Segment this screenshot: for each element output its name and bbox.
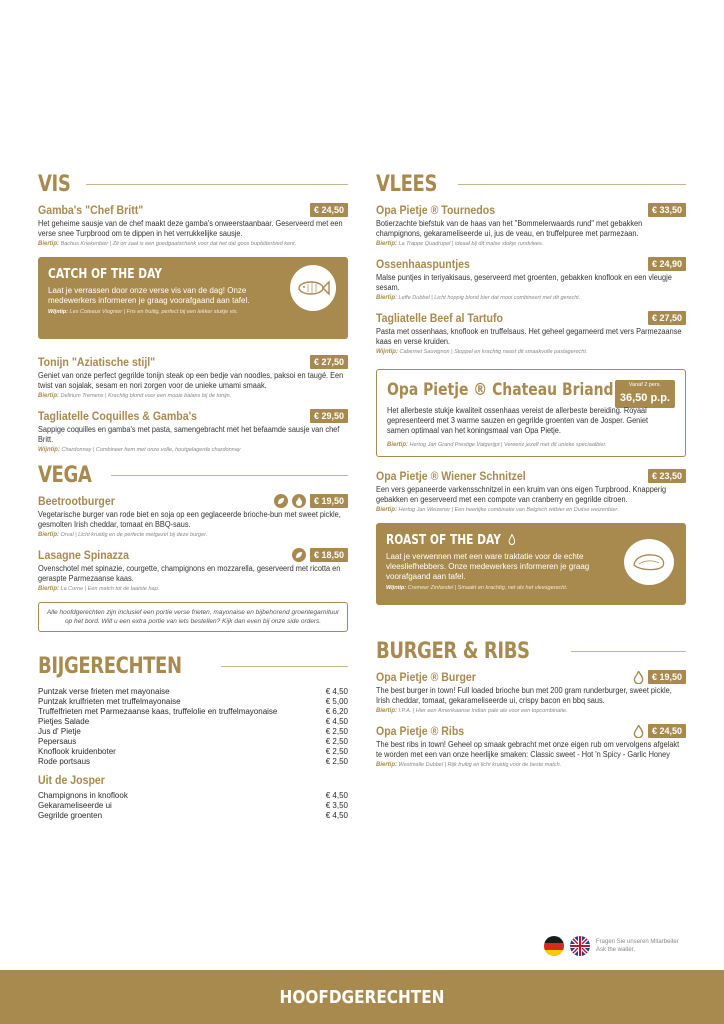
- pairing-tip: Biertip: Hertog Jan Grand Prestige Vatgerijpt | Vereenz jezelf met dit unieke speciaalbier.: [387, 442, 607, 448]
- section-title-vlees: VLEES: [376, 172, 438, 197]
- item-description: Geniet van onze perfect gegrilde tonijn steak op een bedje van noodles, paksoi en taugé. Een twist van sojalak, sesam en nori zorgen voor de unieke umami smaak.: [38, 371, 344, 390]
- roast-meat-icon: [624, 539, 674, 585]
- divider: [86, 184, 348, 185]
- roast-of-the-day-box: [376, 523, 686, 605]
- price-badge: € 19,50: [310, 494, 348, 508]
- divider: [221, 666, 348, 667]
- item-name: Opa Pietje ® Tournedos: [376, 203, 496, 217]
- item-description: Malse puntjes in teriyakisaus, geserveerd met groenten, gebakken knoflook en een vleugje sesam.: [376, 273, 672, 292]
- item-name: Tagliatelle Beef al Tartufo: [376, 311, 503, 325]
- pairing-tip: Wijntip: Cabernet Sauvignon | Stoppel en krachtig naast dit smaakvolle pastagerecht.: [376, 349, 588, 355]
- price-badge: € 24,50: [648, 724, 686, 738]
- price-badge: € 33,50: [648, 203, 686, 217]
- side-order-notice: Alle hoofdgerechten zijn inclusief een portie verse frieten, mayonaise en bijbehorend groentegarnituur op het bord. Wilt u een extra portie van iets bestellen? Kijk dan even bij onze side orders.: [38, 602, 348, 632]
- pairing-tip: Biertip: La Trappe Quadrupel | Ideaal bij dit malse stukje rundvlees.: [376, 241, 544, 247]
- uk-flag-icon: [570, 936, 590, 956]
- item-name: Lasagne Spinazza: [38, 548, 129, 562]
- divider: [458, 184, 686, 185]
- pairing-tip: Biertip: La Corne | Een match tot de laatste hap.: [38, 586, 160, 592]
- section-title-vega: VEGA: [38, 463, 92, 488]
- price-badge: € 27,50: [310, 355, 348, 369]
- divider: [111, 475, 348, 476]
- price-badge: € 19,50: [648, 670, 686, 684]
- josper-title: Uit de Josper: [38, 773, 105, 787]
- menu-item: [376, 257, 686, 301]
- page-title: HOOFDGERECHTEN: [279, 986, 445, 1008]
- menu-item: [38, 409, 348, 453]
- item-description: The best ribs in town! Geheel op smaak gebracht met onze eigen rub om vervolgens afgelakt te worden met een van onze heerlijke smaken: Classic sweet - Hot 'n Spicy - Garlic Honey: [376, 740, 680, 759]
- item-name: Opa Pietje ® Burger: [376, 670, 476, 684]
- pairing-tip: Biertip: I.P.A. | Hier een Amerikaanse Indian pale ale voor een topcombinatie.: [376, 708, 568, 714]
- item-name: Gamba's "Chef Britt": [38, 203, 144, 217]
- item-description: Pasta met ossenhaas, knoflook en truffelsaus. Het geheel gegarneerd met vers Parmezaanse kaas en verse kruiden.: [376, 327, 682, 346]
- left-column: [38, 172, 348, 821]
- footer-banner: [0, 970, 724, 1024]
- catch-title: CATCH OF THE DAY: [48, 267, 163, 282]
- menu-item: [38, 548, 348, 592]
- list-item: Gekarameliseerde ui € 3,50: [38, 801, 348, 810]
- pairing-tip: Wijntip: Chardonnay | Combineer hem met onze volle, houtgelagerde chardonnay: [38, 447, 241, 453]
- price-badge: € 29,50: [310, 409, 348, 423]
- item-description: The best burger in town! Full loaded brioche bun met 200 gram runderburger, sweet pickle, Irish cheddar, tomaat, gekarameliseerde ui, crispy bacon en bbq saus.: [376, 686, 672, 705]
- item-description: Het geheime sausje van de chef maakt deze gamba's onweerstaanbaar. Geserveerd met een verse snee Turpbrood om te dippen in het verrukkelijke sausje.: [38, 219, 343, 238]
- section-vlees-header: [376, 172, 686, 197]
- price-badge: € 24,50: [310, 203, 348, 217]
- flame-icon: [292, 494, 306, 508]
- roast-title: ROAST OF THE DAY: [386, 533, 575, 548]
- pairing-tip: Biertip: Delirium Tremens | Krachtig blond voor een mooie balans bij de tonijn.: [38, 393, 232, 399]
- pairing-tip: Biertip: Hertog Jan Weizener | Een heerlijke combinatie van Belgisch witbier en Duitse weizenbier.: [376, 507, 619, 513]
- right-column: [376, 172, 686, 778]
- list-item: Truffelfrieten met Parmezaanse kaas, truffelolie en truffelmayonaise € 6,20: [38, 707, 348, 716]
- item-name: Tonijn "Aziatische stijl": [38, 355, 156, 369]
- price-badge: Vanaf 2 pers. 36,50 p.p.: [615, 380, 675, 408]
- pairing-tip: Biertip: Orval | Licht kruidig en de perfecte metgezel bij deze burger.: [38, 532, 208, 538]
- price-badge: € 27,50: [648, 311, 686, 325]
- list-item: Puntzak krulfrieten met truffelmayonaise € 5,00: [38, 697, 348, 706]
- chateau-title: Opa Pietje ® Chateau Briand: [387, 380, 614, 400]
- vegan-icon: [292, 548, 306, 562]
- section-vega-header: [38, 463, 348, 488]
- list-item: Champignons in knoflook € 4,50: [38, 791, 348, 800]
- chateau-briand-box: [376, 369, 686, 457]
- menu-item: [376, 203, 686, 247]
- roast-description: Laat je verwennen met een ware traktatie voor de echte vleesliefhebbers. Onze medewerkers informeren je graag voorafgaand aan tafel.: [386, 552, 590, 581]
- language-text: Fragen Sie unseren Mitarbeiter Ask the waiter.: [596, 939, 679, 953]
- menu-item: [376, 670, 686, 714]
- german-flag-icon: [544, 936, 564, 956]
- list-item: Pepersaus € 2,50: [38, 737, 348, 746]
- item-name: Opa Pietje ® Wiener Schnitzel: [376, 469, 526, 483]
- list-item: Gegrilde groenten € 4,50: [38, 811, 348, 820]
- pairing-tip: Biertip: Bachus Kriekenbier | Zit on zaal is een goedgaatschenk voor dat het dat goos bupbitterbied kent.: [38, 241, 297, 247]
- section-title-bijgerechten: BIJGERECHTEN: [38, 654, 182, 679]
- section-title-burger: BURGER & RIBS: [376, 639, 530, 664]
- price-badge: € 24,90: [648, 257, 686, 271]
- divider: [571, 651, 686, 652]
- list-item: Pietjes Salade € 4,50: [38, 717, 348, 726]
- section-vis-header: [38, 172, 348, 197]
- menu-item: [376, 724, 686, 768]
- menu-item: [376, 311, 686, 355]
- menu-item: [38, 494, 348, 538]
- section-bijgerechten-header: [38, 654, 348, 679]
- item-name: Ossenhaaspuntjes: [376, 257, 470, 271]
- side-list: [38, 687, 348, 767]
- list-item: Puntzak verse frieten met mayonaise € 4,50: [38, 687, 348, 696]
- fish-icon: [290, 265, 336, 311]
- price-badge: € 18,50: [310, 548, 348, 562]
- item-name: Beetrootburger: [38, 494, 115, 508]
- flame-icon: [633, 671, 644, 684]
- pairing-tip: Biertip: Leffe Dubbel | Licht hoppig blond bier dat mooi combineert met dit gerecht.: [376, 295, 581, 301]
- catch-of-the-day-box: [38, 257, 348, 339]
- pairing-tip: Wijntip: Les Coteaux Viognier | Fris en fruitig, perfect bij een lekker stukje vis.: [48, 309, 238, 315]
- item-name: Tagliatelle Coquilles & Gamba's: [38, 409, 198, 423]
- item-description: Een vers gepaneerde varkensschnitzel in een kruim van ons eigen Turpbrood. Knapperig gebakken en geserveerd met een compote van cranberry en gegrilde citroen.: [376, 485, 667, 504]
- pairing-tip: Biertip: Westmalle Dubbel | Rijk fruitig en licht kruidig voor de beste match.: [376, 762, 562, 768]
- item-description: Sappige coquilles en gamba's met pasta, samengebracht met het befaamde sausje van chef Britt.: [38, 425, 340, 444]
- menu-item: [38, 203, 348, 247]
- list-item: Jus d' Pietje € 2,50: [38, 727, 348, 736]
- flame-icon: [633, 725, 644, 738]
- item-name: Opa Pietje ® Ribs: [376, 724, 465, 738]
- item-description: Vegetarische burger van rode biet en soja op een geglaceerde brioche-bun met sweet pickle, gesmolten Irish cheddar, tomaat en BBQ-saus.: [38, 510, 341, 529]
- josper-list: [38, 791, 348, 821]
- item-description: Ovenschotel met spinazie, courgette, champignons en mozzarella, geserveerd met ricotta en geraspte Parmezaanse kaas.: [38, 564, 341, 583]
- catch-description: Laat je verrassen door onze verse vis van de dag! Onze medewerkers informeren je graag voorafgaand aan tafel.: [48, 286, 250, 305]
- pairing-tip: Wijntip: Cremeer Zinfandel | Smaakt en krachtig, net als het vleesgerecht.: [386, 585, 568, 591]
- language-info: [544, 936, 679, 956]
- section-burger-header: [376, 639, 686, 664]
- chateau-description: Het allerbeste stukje kwaliteit ossenhaas vereist de allerbeste bereiding. Royaal gepresenteerd met 3 warme sauzen en gegrilde groenten van de Josper. Geniet samen optimaal van het koningsmaal van Opa Pietje.: [387, 406, 649, 435]
- menu-item: [376, 469, 686, 513]
- section-title-vis: VIS: [38, 172, 71, 197]
- vegan-icon: [274, 494, 288, 508]
- item-description: Botierzachte biefstuk van de haas van het "Bommelerwaards rund" met gebakken champignons, gekarameliseerde ui, jus de veau, en truffelpuree met parmezaan.: [376, 219, 643, 238]
- list-item: Knoflook kruidenboter € 2,50: [38, 747, 348, 756]
- flame-icon: [508, 534, 515, 545]
- menu-item: [38, 355, 348, 399]
- list-item: Rode portsaus € 2,50: [38, 757, 348, 766]
- price-badge: € 23,50: [648, 469, 686, 483]
